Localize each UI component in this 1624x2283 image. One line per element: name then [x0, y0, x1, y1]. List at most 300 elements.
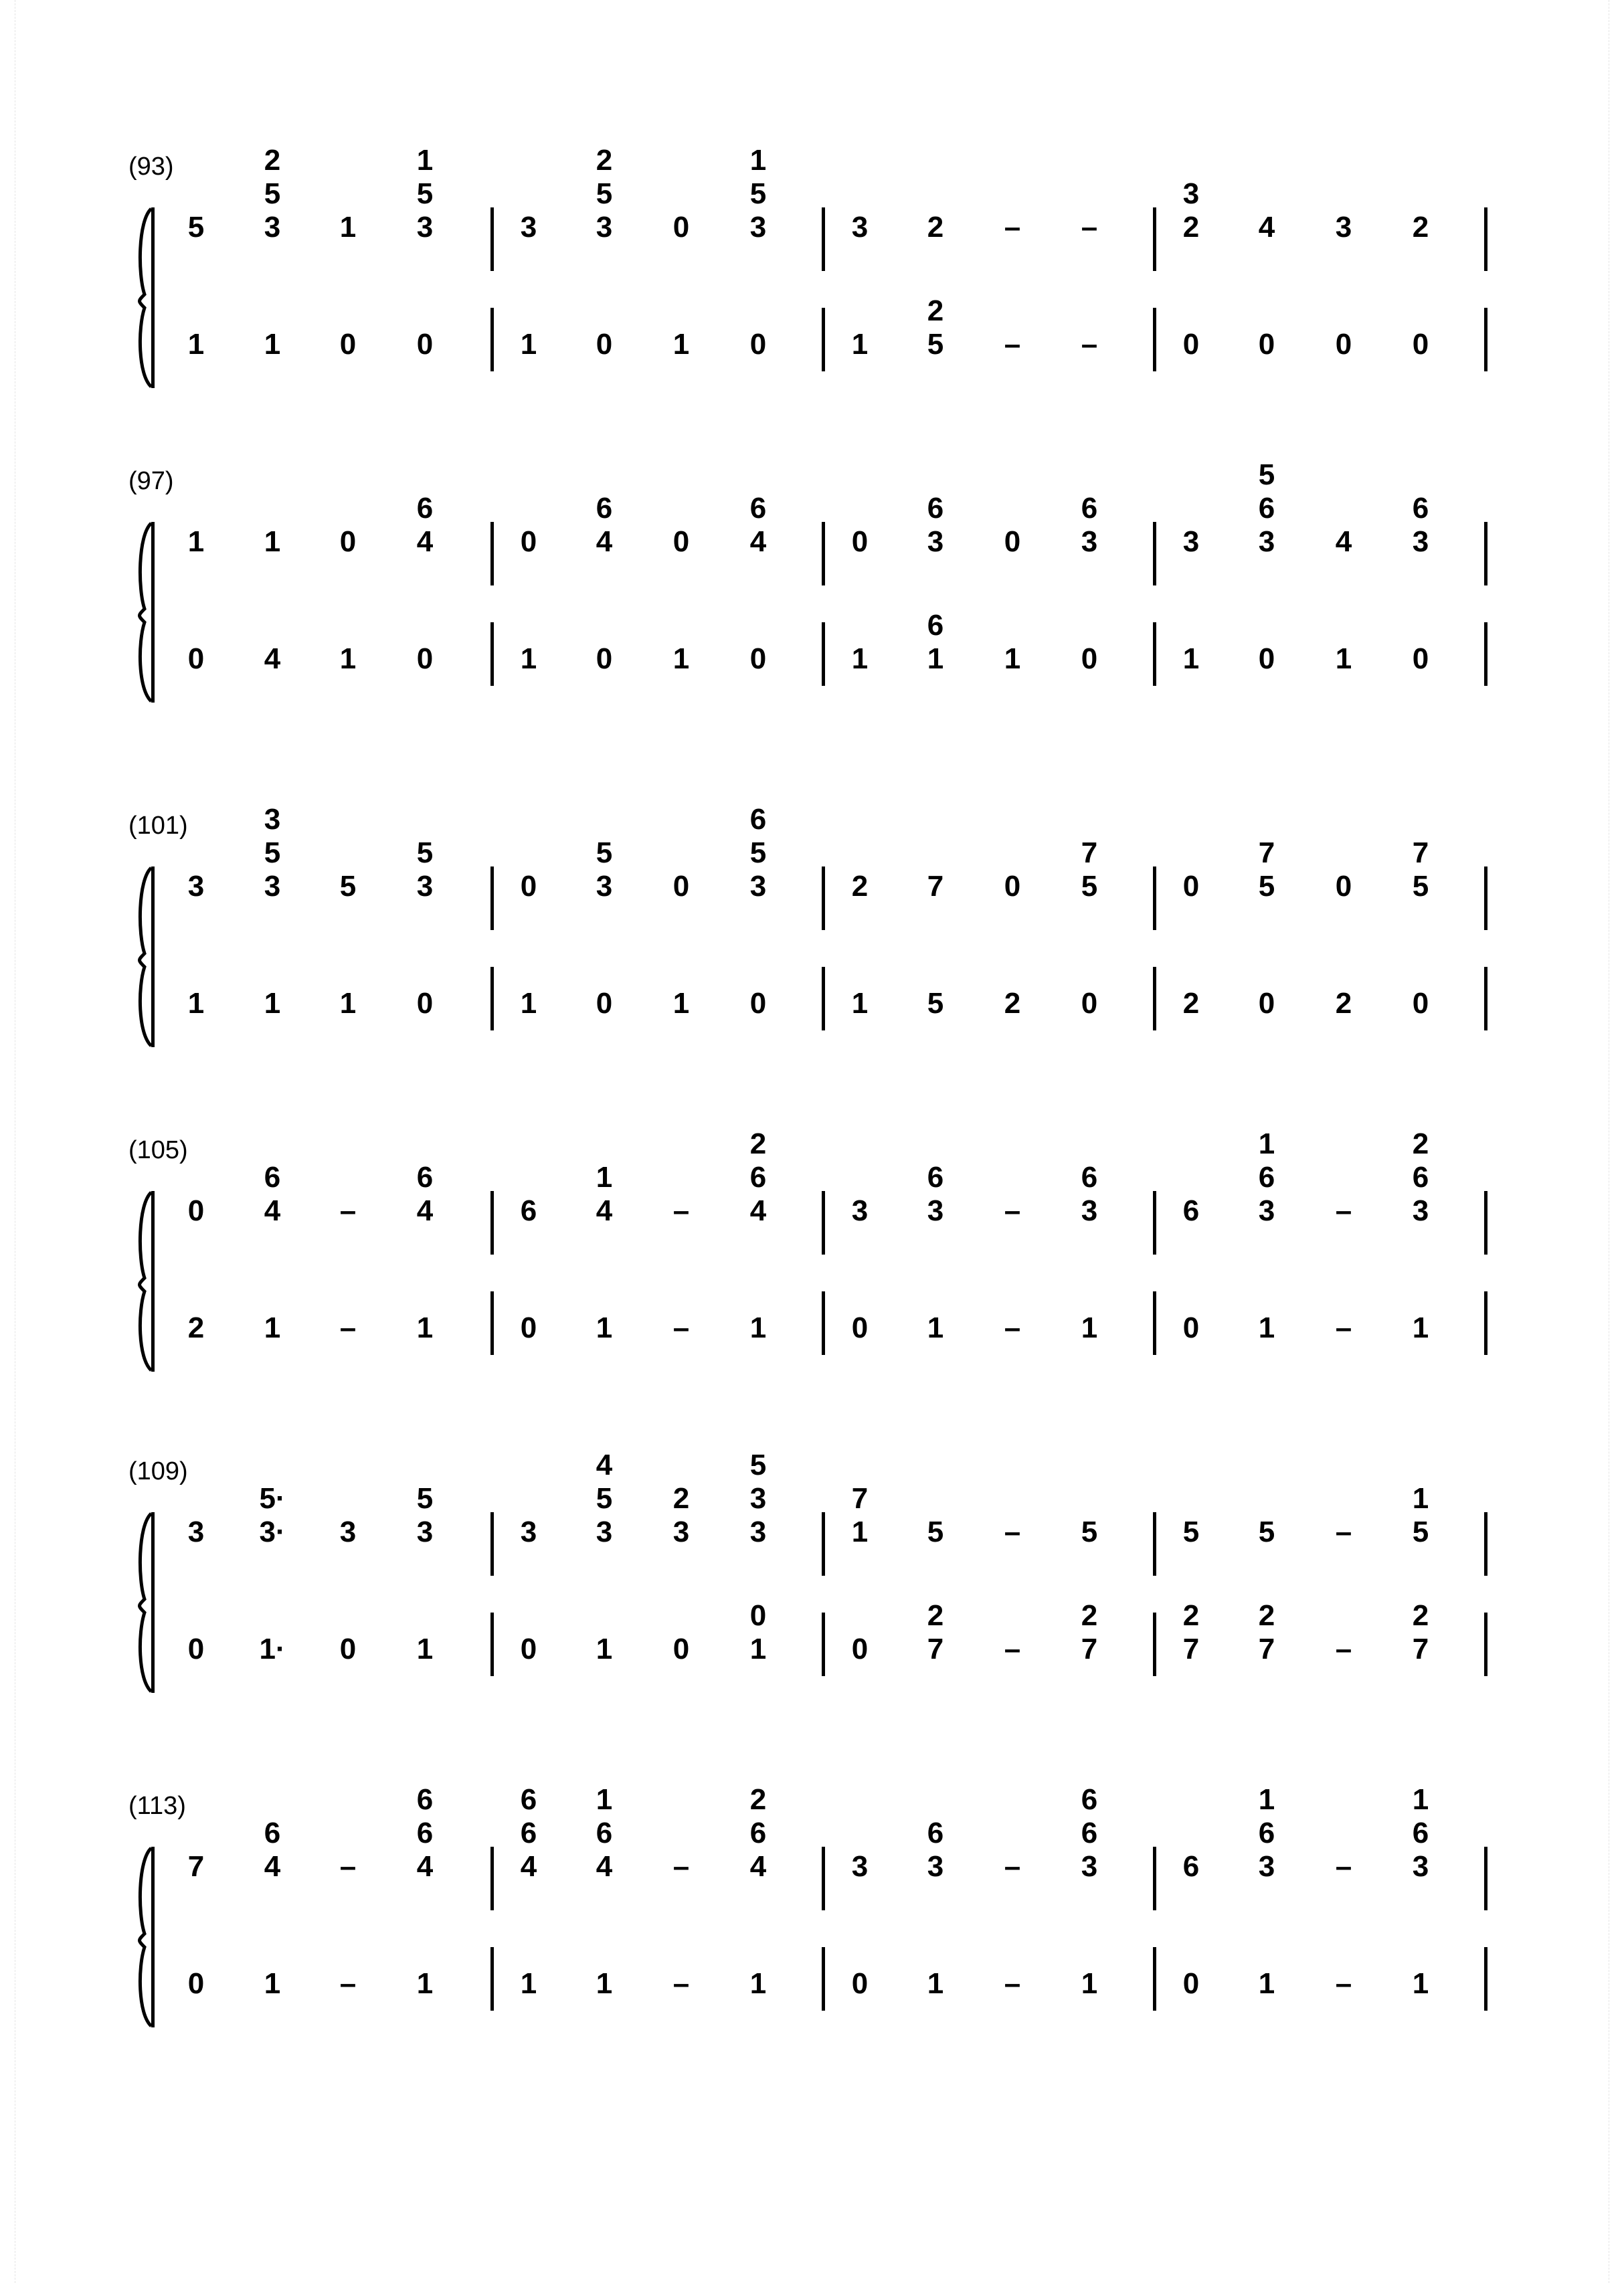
upper-note [1320, 1850, 1367, 1884]
barline [1484, 207, 1487, 271]
lower-note [581, 1633, 628, 1666]
upper-note [836, 1850, 883, 1884]
upper-note [912, 1516, 959, 1549]
note-digit: 3 [927, 525, 944, 558]
note-digit: – [1004, 1850, 1021, 1883]
note-digit: 3 [264, 803, 281, 836]
upper-note [658, 1482, 705, 1549]
note-digit: 2 [596, 144, 613, 177]
note-digit: 0 [749, 987, 767, 1020]
lower-note [735, 642, 782, 676]
upper-note [173, 525, 219, 559]
note-digit: – [1335, 1967, 1352, 2000]
note-digit: 0 [1081, 987, 1098, 1020]
note-digit: 0 [749, 328, 767, 361]
lower-note [1168, 987, 1214, 1020]
system-start-line [151, 207, 155, 388]
lower-note [1320, 1633, 1367, 1666]
note-digit: 5 [596, 177, 613, 210]
upper-note [401, 836, 448, 903]
upper-note [1066, 836, 1113, 903]
note-digit: 1 [520, 1967, 537, 2000]
lower-note [912, 1311, 959, 1345]
note-digit: 7 [927, 1633, 944, 1665]
note-digit: 1 [596, 1633, 613, 1665]
note-digit: 5 [1081, 870, 1098, 903]
lower-note [658, 642, 705, 676]
note-digit: 3 [416, 1516, 434, 1548]
note-digit: 1 [416, 144, 434, 177]
barline [822, 308, 825, 371]
barline [1153, 967, 1156, 1030]
barline [1153, 1512, 1156, 1576]
note-digit: 6 [264, 1817, 281, 1849]
note-digit: 0 [672, 525, 690, 558]
lower-note [658, 1311, 705, 1345]
lower-note [581, 328, 628, 361]
lower-note [1168, 1967, 1214, 2001]
upper-note [836, 870, 883, 903]
note-digit: 0 [1081, 642, 1098, 675]
lower-note [836, 1967, 883, 2001]
note-digit: 6 [416, 1817, 434, 1849]
barline [1153, 308, 1156, 371]
lower-note [989, 642, 1036, 676]
note-digit: 1 [1412, 1311, 1429, 1344]
barline [490, 207, 494, 271]
note-digit: 6 [749, 1161, 767, 1194]
lower-note [325, 1311, 371, 1345]
lower-note [325, 642, 371, 676]
upper-note [401, 1161, 448, 1228]
lower-note [1397, 642, 1444, 676]
lower-note [505, 1967, 552, 2001]
note-digit: 0 [187, 1967, 205, 2000]
lower-note [1320, 642, 1367, 676]
note-digit: 5 [927, 987, 944, 1020]
note-digit: 6 [1258, 1161, 1275, 1194]
upper-note [989, 211, 1036, 244]
barline [490, 522, 494, 585]
note-digit: 2 [672, 1482, 690, 1515]
lower-note [249, 1633, 296, 1666]
note-digit: 0 [339, 328, 357, 361]
note-digit: 3 [596, 211, 613, 244]
lower-note [325, 1967, 371, 2001]
lower-note [1168, 328, 1214, 361]
lower-note [173, 1311, 219, 1345]
lower-note [1397, 1311, 1444, 1345]
barline [1484, 308, 1487, 371]
note-digit: – [339, 1311, 357, 1344]
note-digit: 7 [851, 1482, 869, 1515]
note-digit: 1 [416, 1633, 434, 1665]
note-digit: 0 [1258, 987, 1275, 1020]
lower-note [989, 328, 1036, 361]
barline [822, 622, 825, 686]
lower-note [1397, 1967, 1444, 2001]
note-digit: 0 [596, 642, 613, 675]
note-digit: 6 [927, 492, 944, 525]
barline [822, 1847, 825, 1910]
upper-note [505, 1516, 552, 1549]
lower-note [581, 1311, 628, 1345]
note-digit: 1 [1412, 1783, 1429, 1816]
note-digit: 1 [851, 328, 869, 361]
note-digit: 5 [596, 836, 613, 869]
lower-note [912, 1599, 959, 1666]
barline [1484, 622, 1487, 686]
note-digit: 0 [851, 1967, 869, 2000]
lower-note [1397, 328, 1444, 361]
barline [1153, 1947, 1156, 2011]
upper-note [1243, 211, 1290, 244]
barline [822, 522, 825, 585]
upper-note [1320, 870, 1367, 903]
upper-note [173, 1194, 219, 1228]
note-digit: 3 [1081, 1850, 1098, 1883]
note-digit: 1 [672, 642, 690, 675]
note-digit: 3 [416, 870, 434, 903]
measure-number: (109) [128, 1457, 188, 1485]
note-digit: 1 [1258, 1127, 1275, 1160]
upper-note [1168, 1516, 1214, 1549]
note-digit: 3 [264, 211, 281, 244]
note-digit: 7 [187, 1850, 205, 1883]
note-digit: 2 [1412, 211, 1429, 244]
note-digit: 2 [749, 1127, 767, 1160]
note-digit: 1 [1412, 1967, 1429, 2000]
note-digit: 3 [596, 1516, 613, 1548]
note-digit: 1 [264, 987, 281, 1020]
note-digit: – [1081, 211, 1098, 244]
upper-note [735, 1449, 782, 1549]
note-digit: 2 [1412, 1599, 1429, 1632]
barline [490, 622, 494, 686]
upper-note [1397, 836, 1444, 903]
note-digit: 5 [1258, 870, 1275, 903]
note-digit: 2 [749, 1783, 767, 1816]
lower-note [325, 328, 371, 361]
note-digit: 1 [749, 1311, 767, 1344]
barline [1484, 1191, 1487, 1255]
barline [1484, 1512, 1487, 1576]
note-digit: 2 [1258, 1599, 1275, 1632]
note-digit: 0 [520, 870, 537, 903]
note-digit: 3 [1258, 1194, 1275, 1227]
note-digit: – [339, 1194, 357, 1227]
upper-note [401, 1482, 448, 1549]
note-digit: 0 [1258, 642, 1275, 675]
note-digit: 4 [1258, 211, 1275, 244]
note-digit: 7 [927, 870, 944, 903]
barline [1153, 866, 1156, 930]
note-digit: 6 [1412, 492, 1429, 525]
note-digit: 6 [927, 1817, 944, 1849]
note-digit: – [1335, 1633, 1352, 1665]
barline [1484, 1947, 1487, 2011]
note-digit: 3 [187, 1516, 205, 1548]
barline [490, 1847, 494, 1910]
lower-note [1243, 642, 1290, 676]
note-digit: 5 [416, 1482, 434, 1515]
upper-note [735, 1127, 782, 1228]
measure-number: (113) [128, 1792, 186, 1820]
lower-note [735, 1967, 782, 2001]
lower-note [1066, 987, 1113, 1020]
note-digit: 0 [672, 211, 690, 244]
lower-note [1397, 1599, 1444, 1666]
note-digit: 3 [1412, 1850, 1429, 1883]
note-digit: – [672, 1194, 690, 1227]
note-digit: 1 [1004, 642, 1021, 675]
lower-note [581, 642, 628, 676]
note-digit: 6 [1081, 1161, 1098, 1194]
note-digit: 0 [672, 1633, 690, 1665]
note-digit: 0 [851, 1633, 869, 1665]
note-digit: 0 [416, 328, 434, 361]
upper-note [735, 144, 782, 244]
note-digit: 3 [851, 211, 869, 244]
upper-note [249, 525, 296, 559]
left-margin-watermark [0, 0, 15, 2283]
lower-note [735, 1311, 782, 1345]
upper-note [658, 1194, 705, 1228]
upper-note [581, 144, 628, 244]
note-digit: 6 [1081, 1783, 1098, 1816]
note-digit: 0 [416, 642, 434, 675]
note-digit: – [1004, 1516, 1021, 1548]
note-digit: 6 [416, 1161, 434, 1194]
upper-note [1168, 1194, 1214, 1228]
lower-note [173, 987, 219, 1020]
lower-note [1168, 1311, 1214, 1345]
lower-note [249, 328, 296, 361]
note-digit: 5 [416, 836, 434, 869]
note-digit: 3 [1258, 525, 1275, 558]
note-digit: 6 [749, 492, 767, 525]
upper-note [1168, 870, 1214, 903]
note-digit: 7 [1258, 1633, 1275, 1665]
note-digit: 3 [520, 1516, 537, 1548]
note-digit: 1 [851, 642, 869, 675]
lower-note [989, 1633, 1036, 1666]
upper-note [1243, 458, 1290, 559]
upper-note [836, 1482, 883, 1549]
lower-note [1066, 642, 1113, 676]
upper-note [173, 211, 219, 244]
upper-note [325, 1516, 371, 1549]
note-digit: 2 [1081, 1599, 1098, 1632]
note-digit: – [1004, 328, 1021, 361]
upper-note [1243, 836, 1290, 903]
barline [1153, 1847, 1156, 1910]
lower-note [505, 642, 552, 676]
upper-note [989, 870, 1036, 903]
upper-note [581, 492, 628, 559]
upper-note [173, 1516, 219, 1549]
note-digit: 0 [187, 642, 205, 675]
lower-note [325, 1633, 371, 1666]
note-digit: 6 [520, 1194, 537, 1227]
lower-note [505, 328, 552, 361]
upper-note [505, 1194, 552, 1228]
note-digit: 1 [520, 642, 537, 675]
upper-note [173, 1850, 219, 1884]
upper-note [1243, 1783, 1290, 1884]
lower-note [401, 1967, 448, 2001]
note-digit: 4 [596, 1194, 613, 1227]
lower-note [658, 1633, 705, 1666]
note-digit: 1 [264, 1967, 281, 2000]
note-digit: 0 [1182, 328, 1200, 361]
note-digit: – [672, 1850, 690, 1883]
note-digit: 6 [1258, 1817, 1275, 1849]
upper-note [249, 1482, 296, 1549]
note-digit: 1 [672, 987, 690, 1020]
upper-note [581, 1161, 628, 1228]
upper-note [401, 1783, 448, 1884]
note-digit: 2 [927, 1599, 944, 1632]
note-digit: 4 [596, 525, 613, 558]
barline [822, 866, 825, 930]
note-digit: 0 [749, 1599, 767, 1632]
upper-note [836, 211, 883, 244]
note-digit: 0 [1182, 1967, 1200, 2000]
note-digit: 1 [749, 144, 767, 177]
barline [822, 1191, 825, 1255]
note-digit: 4 [264, 642, 281, 675]
upper-note [1168, 525, 1214, 559]
note-digit: 0 [520, 1311, 537, 1344]
lower-note [173, 642, 219, 676]
measure-number: (105) [128, 1136, 188, 1164]
upper-note [912, 492, 959, 559]
barline [1153, 622, 1156, 686]
barline [1484, 1291, 1487, 1355]
note-digit: 0 [1182, 870, 1200, 903]
note-digit: 3 [749, 1516, 767, 1548]
note-digit: 6 [596, 1817, 613, 1849]
note-digit: 5 [1412, 1516, 1429, 1548]
note-digit: 4 [1335, 525, 1352, 558]
lower-note [173, 1633, 219, 1666]
note-digit: 1 [1081, 1967, 1098, 2000]
note-digit: 0 [672, 870, 690, 903]
note-digit: 0 [596, 328, 613, 361]
note-digit: 3 [749, 1482, 767, 1515]
note-digit: 0 [416, 987, 434, 1020]
note-digit: 2 [851, 870, 869, 903]
lower-note [581, 987, 628, 1020]
barline [1153, 1291, 1156, 1355]
note-digit: 6 [416, 492, 434, 525]
note-digit: 5 [187, 211, 205, 244]
note-digit: – [339, 1967, 357, 2000]
lower-note [836, 328, 883, 361]
lower-note [505, 987, 552, 1020]
note-digit: 4 [749, 1194, 767, 1227]
note-digit: 7 [1258, 836, 1275, 869]
note-digit: 1 [1258, 1783, 1275, 1816]
upper-note [1243, 1516, 1290, 1549]
upper-note [505, 525, 552, 559]
barline [490, 1947, 494, 2011]
note-digit: 3 [927, 1850, 944, 1883]
upper-note [912, 1161, 959, 1228]
note-digit: 0 [749, 642, 767, 675]
barline [490, 1191, 494, 1255]
note-digit: – [1004, 1633, 1021, 1665]
lower-note [249, 987, 296, 1020]
lower-note [401, 1633, 448, 1666]
note-digit: 6 [749, 1817, 767, 1849]
note-digit: 3 [1182, 525, 1200, 558]
note-digit: 1 [416, 1967, 434, 2000]
upper-note [1397, 1127, 1444, 1228]
note-digit: 5 [927, 1516, 944, 1548]
upper-note [658, 211, 705, 244]
upper-note [1320, 211, 1367, 244]
note-digit: – [1004, 1311, 1021, 1344]
note-digit: 6 [520, 1817, 537, 1849]
lower-note [912, 987, 959, 1020]
note-digit: 5 [1081, 1516, 1098, 1548]
note-digit: 6 [1081, 492, 1098, 525]
system-start-line [151, 866, 155, 1047]
note-digit: 0 [187, 1194, 205, 1227]
note-digit: 6 [1182, 1194, 1200, 1227]
upper-note [581, 1783, 628, 1884]
note-digit: 1 [187, 328, 205, 361]
note-digit: 1 [927, 642, 944, 675]
upper-note [1320, 525, 1367, 559]
note-digit: 1 [187, 987, 205, 1020]
lower-note [912, 294, 959, 361]
measure-number: (101) [128, 812, 188, 840]
note-digit: 2 [927, 294, 944, 327]
lower-note [912, 609, 959, 676]
note-digit: 4 [520, 1850, 537, 1883]
barline [490, 1613, 494, 1676]
note-digit: 3 [927, 1194, 944, 1227]
note-digit: 1 [416, 1311, 434, 1344]
note-digit: 0 [1412, 642, 1429, 675]
note-digit: 4 [264, 1194, 281, 1227]
lower-note [836, 642, 883, 676]
upper-note [173, 870, 219, 903]
note-digit: 0 [1412, 987, 1429, 1020]
note-digit: 2 [1182, 1599, 1200, 1632]
upper-note [1066, 1783, 1113, 1884]
note-digit: – [1335, 1516, 1352, 1548]
upper-note [1397, 211, 1444, 244]
barline [1153, 522, 1156, 585]
lower-note [505, 1311, 552, 1345]
note-digit: 3 [1335, 211, 1352, 244]
barline [822, 1613, 825, 1676]
note-digit: 0 [1258, 328, 1275, 361]
note-digit: 1 [749, 1967, 767, 2000]
measure-number: (93) [128, 153, 174, 181]
note-digit: 5· [259, 1482, 286, 1515]
note-digit: 3 [1412, 1194, 1429, 1227]
note-digit: – [1335, 1850, 1352, 1883]
lower-note [1066, 1311, 1113, 1345]
upper-note [1397, 492, 1444, 559]
lower-note [735, 1599, 782, 1666]
note-digit: – [339, 1850, 357, 1883]
